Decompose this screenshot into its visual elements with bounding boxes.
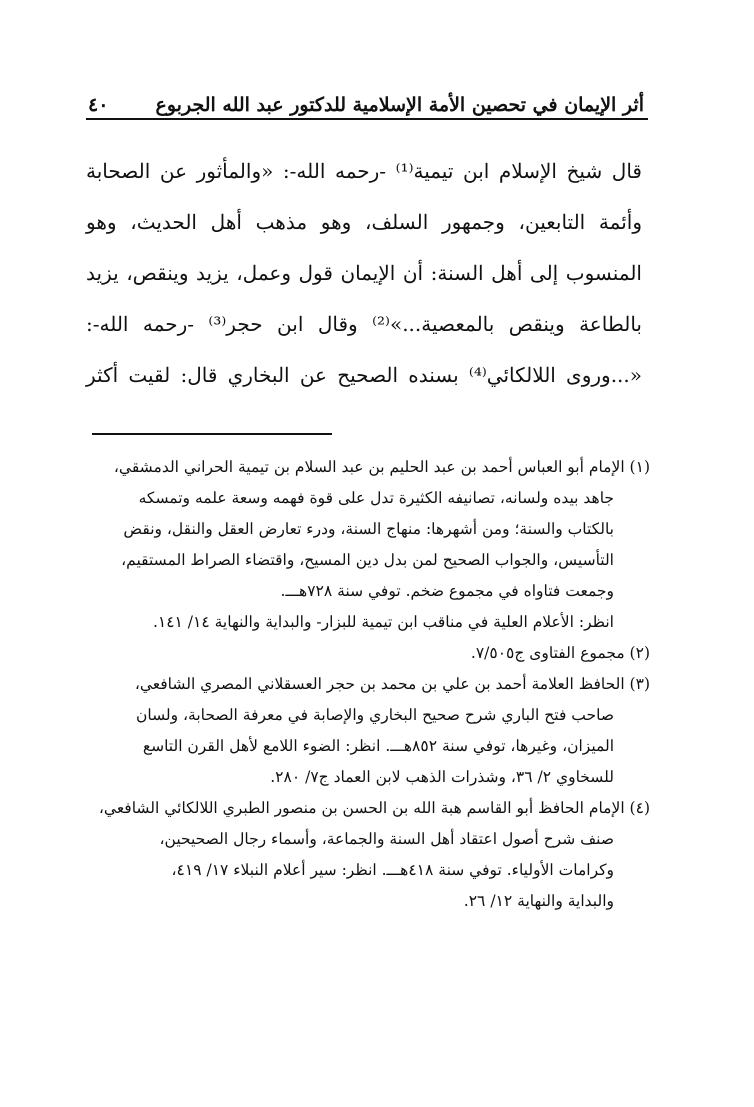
footnote-line: (١) الإمام أبو العباس أحمد بن عبد الحليم بن عبد السلام بن تيمية الحراني الدمشقي، xyxy=(113,458,650,476)
footnote-line: صنف شرح أصول اعتقاد أهل السنة والجماعة، وأسماء رجال الصحيحين، xyxy=(159,830,614,848)
footnotes xyxy=(86,452,650,917)
footnote-line: (٣) الحافظ العلامة أحمد بن علي بن محمد بن حجر العسقلاني المصري الشافعي، xyxy=(134,675,650,693)
body-line: بالطاعة وينقص بالمعصية...»⁽²⁾ وقال ابن حجر⁽³⁾ -رحمه الله-: xyxy=(86,312,642,336)
footnote-separator xyxy=(92,433,332,435)
body-line: قال شيخ الإسلام ابن تيمية⁽¹⁾ -رحمه الله-: «والمأثور عن الصحابة xyxy=(86,159,642,183)
footnote-3 xyxy=(86,669,650,793)
footnote-line: جاهد بيده ولسانه، تصانيفه الكثيرة تدل على قوة فهمه وسعة علمه وتمسكه xyxy=(138,489,614,507)
body-line: وأئمة التابعين، وجمهور السلف، وهو مذهب أهل الحديث، وهو xyxy=(86,210,642,234)
footnote-line: (٢) مجموع الفتاوى ج٧/٥٠٥. xyxy=(470,644,650,662)
footnote-line: والبداية والنهاية ١٢/ ٢٦. xyxy=(463,892,614,910)
footnote-line: (٤) الإمام الحافظ أبو القاسم هبة الله بن الحسن بن منصور الطبري اللالكائي الشافعي، xyxy=(98,799,650,817)
header-rule xyxy=(86,118,648,120)
footnote-2 xyxy=(86,638,650,669)
footnote-line: الميزان، وغيرها، توفي سنة ٨٥٢هـــ. انظر: الضوء اللامع لأهل القرن التاسع xyxy=(142,737,614,755)
footnote-line: وجمعت فتاواه في مجموع ضخم. توفي سنة ٧٢٨هـــ. xyxy=(280,582,614,600)
footnote-line: انظر: الأعلام العلية في مناقب ابن تيمية للبزار- والبداية والنهاية ١٤/ ١٤١. xyxy=(152,613,614,631)
footnote-line: للسخاوي ٢/ ٣٦، وشذرات الذهب لابن العماد ج٧/ ٢٨٠. xyxy=(270,768,614,786)
body-line: «...وروى اللالكائي⁽⁴⁾ بسنده الصحيح عن البخاري قال: لقيت أكثر xyxy=(86,363,642,387)
main-text xyxy=(86,146,642,401)
page-number: ٤٠ xyxy=(88,94,109,116)
footnote-line: وكرامات الأولياء. توفي سنة ٤١٨هـــ. انظر: سير أعلام النبلاء ١٧/ ٤١٩، xyxy=(171,861,614,879)
footnote-1 xyxy=(86,452,650,638)
footnote-line: التأسيس، والجواب الصحيح لمن بدل دين المسيح، واقتضاء الصراط المستقيم، xyxy=(121,551,614,569)
footnote-line: بالكتاب والسنة؛ ومن أشهرها: منهاج السنة، ودرء تعارض العقل والنقل، ونقض xyxy=(123,520,614,538)
footnote-line: صاحب فتح الباري شرح صحيح البخاري والإصابة في معرفة الصحابة، ولسان xyxy=(135,706,614,724)
page-header xyxy=(88,80,644,116)
footnote-4 xyxy=(86,793,650,917)
running-title: أثر الإيمان في تحصين الأمة الإسلامية للدكتور عبد الله الجربوع xyxy=(155,94,644,116)
body-line: المنسوب إلى أهل السنة: أن الإيمان قول وعمل، يزيد وينقص، يزيد xyxy=(86,261,642,285)
